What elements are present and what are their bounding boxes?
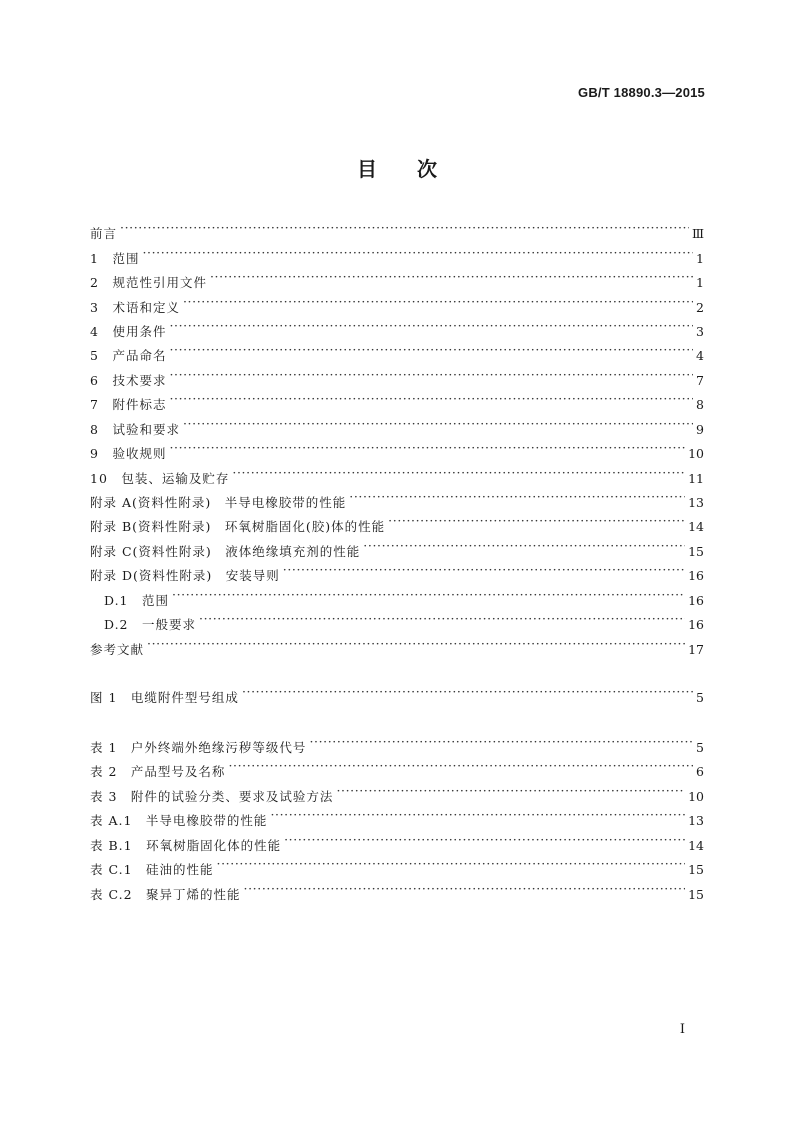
toc-entry-page: 15 xyxy=(688,887,704,902)
toc-entry-label: 附录 A(资料性附录) 半导电橡胶带的性能 xyxy=(90,495,347,510)
toc-entry-label: 前言 xyxy=(90,226,118,241)
toc-entry-table-1[interactable] xyxy=(90,732,704,755)
toc-entry-page: 13 xyxy=(688,495,704,510)
toc-entry-accessory-marking[interactable] xyxy=(90,389,704,412)
toc-entry-technical-requirements[interactable] xyxy=(90,365,704,388)
toc-entry-label: 表 B.1 环氧树脂固化体的性能 xyxy=(90,838,282,853)
toc-entry-page: 10 xyxy=(688,446,704,461)
toc-entry-annex-b[interactable] xyxy=(90,511,704,534)
leader-dots xyxy=(349,487,685,507)
toc-entry-terms-definitions[interactable] xyxy=(90,292,704,315)
leader-dots xyxy=(284,830,685,850)
toc-entry-page: 1 xyxy=(696,251,704,266)
toc-entry-label: 2 规范性引用文件 xyxy=(90,275,207,290)
leader-dots xyxy=(142,243,693,263)
toc-entry-label: 1 范围 xyxy=(90,251,140,266)
toc-entry-label: 8 试验和要求 xyxy=(90,422,180,437)
leader-dots xyxy=(120,218,689,238)
toc-entry-table-a1[interactable] xyxy=(90,805,704,828)
toc-entry-label: 3 术语和定义 xyxy=(90,300,180,315)
toc-entry-annex-a[interactable] xyxy=(90,487,704,510)
leader-dots xyxy=(217,854,686,874)
toc-entry-page: 15 xyxy=(688,544,704,559)
leader-dots xyxy=(244,879,686,899)
toc-entry-page: 1 xyxy=(696,275,704,290)
leader-dots xyxy=(270,805,685,825)
toc-entry-label: 表 A.1 半导电橡胶带的性能 xyxy=(90,813,268,828)
toc-entry-page: 3 xyxy=(696,324,704,339)
leader-dots xyxy=(228,756,693,776)
toc-entry-label: D.1 范围 xyxy=(104,593,170,608)
toc-entry-label: 4 使用条件 xyxy=(90,324,167,339)
toc-entry-page: 13 xyxy=(688,813,704,828)
leader-dots xyxy=(183,292,693,312)
toc-entry-label: 附录 C(资料性附录) 液体绝缘填充剂的性能 xyxy=(90,544,361,559)
toc-entry-page: 9 xyxy=(696,422,704,437)
toc-entry-label: 表 2 产品型号及名称 xyxy=(90,764,226,779)
page-number: Ⅰ xyxy=(679,1022,685,1037)
toc-entry-table-c1[interactable] xyxy=(90,854,704,877)
toc-entry-page: 5 xyxy=(696,690,704,705)
leader-dots xyxy=(283,560,685,580)
toc-entry-page: 7 xyxy=(696,373,704,388)
toc-entry-page: 15 xyxy=(688,862,704,877)
toc-entry-label: 图 1 电缆附件型号组成 xyxy=(90,690,239,705)
toc-entry-page: 8 xyxy=(696,397,704,412)
leader-dots xyxy=(336,781,685,801)
toc-entry-d2[interactable] xyxy=(104,609,704,632)
toc-entry-page: Ⅲ xyxy=(691,226,704,241)
toc-entry-table-2[interactable] xyxy=(90,756,704,779)
toc-entry-page: 14 xyxy=(688,519,704,534)
toc-entry-label: 6 技术要求 xyxy=(90,373,167,388)
leader-dots xyxy=(242,682,693,702)
toc-entry-bibliography[interactable] xyxy=(90,634,704,657)
leader-dots xyxy=(363,536,685,556)
leader-dots xyxy=(183,414,693,434)
toc-entry-label: 附录 D(资料性附录) 安装导则 xyxy=(90,568,280,583)
toc-entry-page: 16 xyxy=(688,593,704,608)
toc-entry-label: 参考文献 xyxy=(90,642,145,657)
toc-entry-page: 4 xyxy=(696,348,704,363)
leader-dots xyxy=(172,585,685,605)
leader-dots xyxy=(169,316,693,336)
toc-entry-page: 11 xyxy=(688,471,704,486)
toc-entry-label: 10 包装、运输及贮存 xyxy=(90,471,230,486)
leader-dots xyxy=(147,634,685,654)
toc-entry-packaging-transport[interactable] xyxy=(90,463,704,486)
leader-dots xyxy=(388,511,685,531)
toc-entry-table-c2[interactable] xyxy=(90,879,704,902)
toc-entry-page: 10 xyxy=(688,789,704,804)
toc-entry-annex-c[interactable] xyxy=(90,536,704,559)
toc-entry-label: 附录 B(资料性附录) 环氧树脂固化(胶)体的性能 xyxy=(90,519,386,534)
toc-entry-label: 表 C.1 硅油的性能 xyxy=(90,862,214,877)
toc-entry-page: 5 xyxy=(696,740,704,755)
leader-dots xyxy=(169,340,693,360)
leader-dots xyxy=(169,365,693,385)
toc-entry-page: 17 xyxy=(688,642,704,657)
toc-entry-page: 16 xyxy=(688,568,704,583)
toc-entry-label: 7 附件标志 xyxy=(90,397,167,412)
toc-entry-page: 6 xyxy=(696,764,704,779)
toc-entry-d1[interactable] xyxy=(104,585,704,608)
toc-entry-table-b1[interactable] xyxy=(90,830,704,853)
toc-entry-foreword[interactable] xyxy=(90,218,704,241)
toc-entry-label: 表 1 户外终端外绝缘污秽等级代号 xyxy=(90,740,307,755)
standard-number: GB/T 18890.3—2015 xyxy=(578,85,705,100)
toc-entry-table-3[interactable] xyxy=(90,781,704,804)
page-title: 目次 xyxy=(357,157,477,181)
leader-dots xyxy=(169,389,693,409)
toc-entry-service-conditions[interactable] xyxy=(90,316,704,339)
toc-entry-label: D.2 一般要求 xyxy=(104,617,197,632)
toc-entry-product-designation[interactable] xyxy=(90,340,704,363)
toc-entry-label: 9 验收规则 xyxy=(90,446,167,461)
toc-entry-label: 表 C.2 聚异丁烯的性能 xyxy=(90,887,241,902)
toc-entry-scope[interactable] xyxy=(90,243,704,266)
toc-entry-page: 16 xyxy=(688,617,704,632)
toc-entry-normative-references[interactable] xyxy=(90,267,704,290)
toc-entry-tests-requirements[interactable] xyxy=(90,414,704,437)
toc-entry-page: 14 xyxy=(688,838,704,853)
leader-dots xyxy=(232,463,685,483)
toc-entry-acceptance-rules[interactable] xyxy=(90,438,704,461)
toc-entry-annex-d[interactable] xyxy=(90,560,704,583)
leader-dots xyxy=(199,609,685,629)
toc-entry-page: 2 xyxy=(696,300,704,315)
leader-dots xyxy=(309,732,693,752)
leader-dots xyxy=(210,267,693,287)
toc-entry-label: 表 3 附件的试验分类、要求及试验方法 xyxy=(90,789,334,804)
leader-dots xyxy=(169,438,685,458)
toc-entry-label: 5 产品命名 xyxy=(90,348,167,363)
toc-entry-figure-1[interactable] xyxy=(90,682,704,705)
